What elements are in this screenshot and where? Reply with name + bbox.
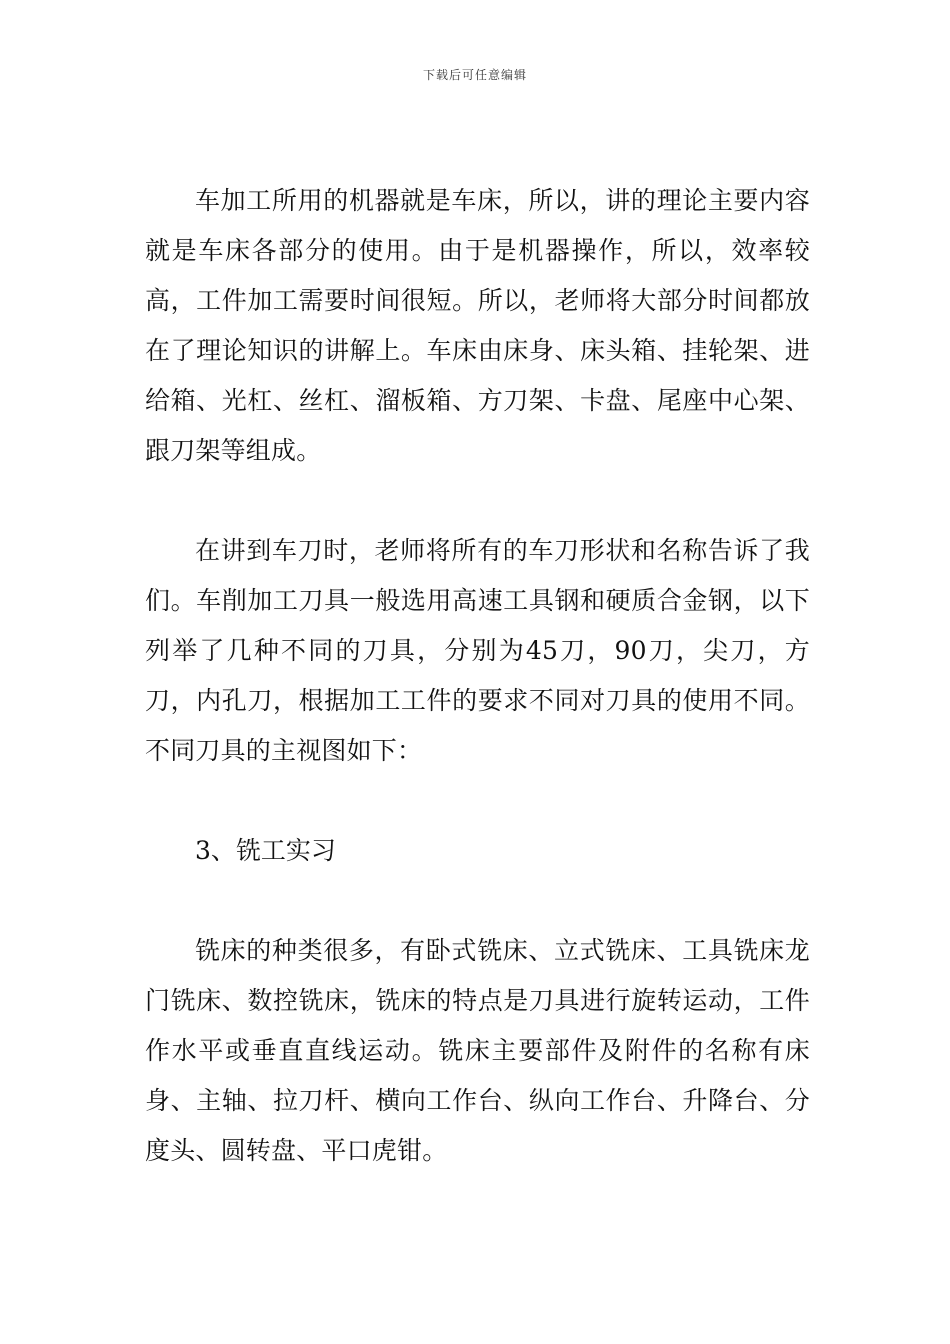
paragraph-lathe-tools: 在讲到车刀时，老师将所有的车刀形状和名称告诉了我们。车削加工刀具一般选用高速工具钢和硬质合金钢，以下列举了几种不同的刀具，分别为45刀，90刀，尖刀，方刀，内孔刀，根据加工工件的要求不同对刀具的使用不同。不同刀具的主视图如下： xyxy=(145,536,810,765)
paragraph-milling-overview: 铣床的种类很多，有卧式铣床、立式铣床、工具铣床龙门铣床、数控铣床，铣床的特点是刀具进行旋转运动，工件作水平或垂直直线运动。铣床主要部件及附件的名称有床身、主轴、拉刀杆、横向工作台、纵向工作台、升降台、分度头、圆转盘、平口虎钳。 xyxy=(145,936,810,1165)
paragraph-lathe-overview: 车加工所用的机器就是车床，所以，讲的理论主要内容就是车床各部分的使用。由于是机器操作，所以，效率较高，工件加工需要时间很短。所以，老师将大部分时间都放在了理论知识的讲解上。车床由床身、床头箱、挂轮架、进给箱、光杠、丝杠、溜板箱、方刀架、卡盘、尾座中心架、跟刀架等组成。 xyxy=(145,186,810,465)
page-header: 下载后可任意编辑 xyxy=(422,68,527,82)
document-body xyxy=(145,176,810,1176)
section-heading-milling: 3、铣工实习 xyxy=(195,836,336,865)
